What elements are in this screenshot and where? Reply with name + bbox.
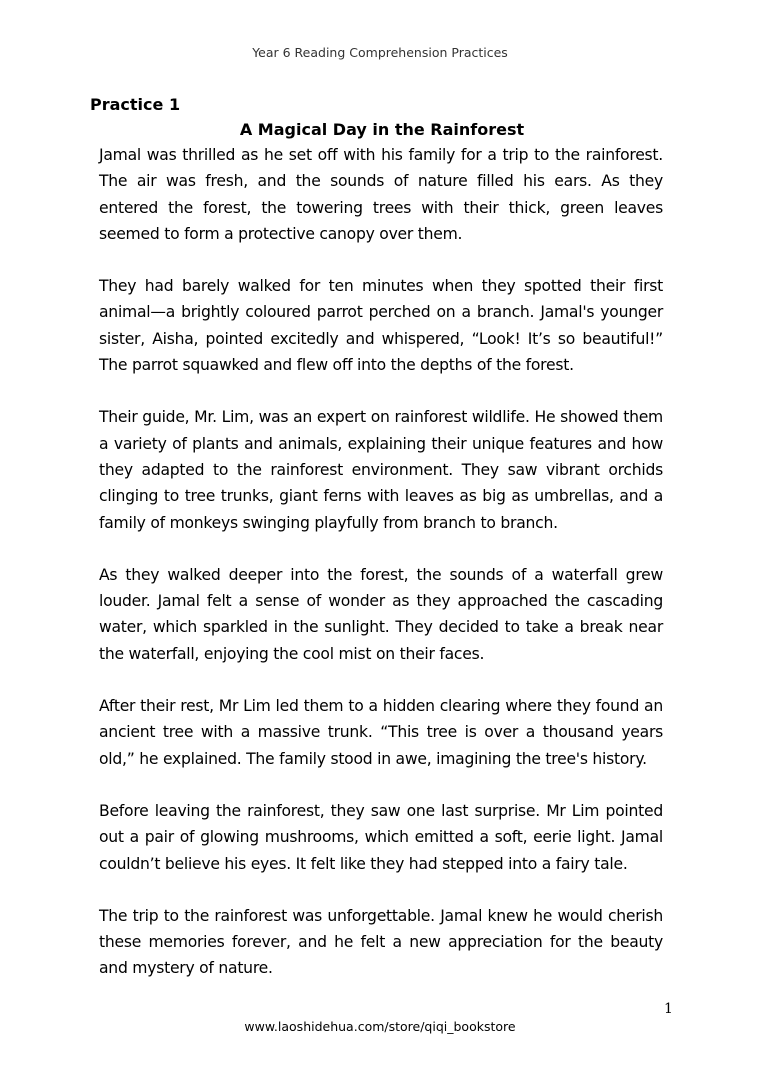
paragraph-5: After their rest, Mr Lim led them to a hidden clearing where they found an ancient tree with a massive trunk. “This tree is over a thousand years old,” he explained. The family stood in awe, imagining the tree's history.	[99, 697, 663, 768]
paragraph-3: Their guide, Mr. Lim, was an expert on rainforest wildlife. He showed them a variety of plants and animals, explaining their unique features and how they adapted to the rainforest environment. They saw vibrant orchids clinging to tree trunks, giant ferns with leaves as big as umbrellas, and a family of monkeys swinging playfully from branch to branch.	[99, 408, 663, 532]
paragraph-6: Before leaving the rainforest, they saw one last surprise. Mr Lim pointed out a pair of glowing mushrooms, which emitted a soft, eerie light. Jamal couldn’t believe his eyes. It felt like they had stepped into a fairy tale.	[99, 801, 663, 873]
practice-label: Practice 1	[90, 95, 181, 114]
page-header: Year 6 Reading Comprehension Practices	[252, 45, 508, 60]
paragraph-1: Jamal was thrilled as he set off with his family for a trip to the rainforest. The air was fresh, and the sounds of nature filled his ears. As they entered the forest, the towering trees with their thick, green leaves seemed to form a protective canopy over them.	[99, 146, 663, 243]
story-body	[99, 142, 663, 1008]
page-footer-url[interactable]: www.laoshidehua.com/store/qiqi_bookstore	[244, 1019, 516, 1034]
paragraph-4: As they walked deeper into the forest, the sounds of a waterfall grew louder. Jamal felt a sense of wonder as they approached the cascading water, which sparkled in the sunlight. They decided to take a break near the waterfall, enjoying the cool mist on their faces.	[99, 565, 663, 663]
page-number: 1	[664, 1001, 673, 1017]
paragraph-7: The trip to the rainforest was unforgettable. Jamal knew he would cherish these memories forever, and he felt a new appreciation for the beauty and mystery of nature.	[99, 906, 663, 978]
paragraph-2: They had barely walked for ten minutes when they spotted their first animal—a brightly coloured parrot perched on a branch. Jamal's younger sister, Aisha, pointed excitedly and whispered, “Look! It’s so beautiful!” The parrot squawked and flew off into the depths of the forest.	[99, 277, 663, 375]
story-title: A Magical Day in the Rainforest	[239, 120, 525, 139]
